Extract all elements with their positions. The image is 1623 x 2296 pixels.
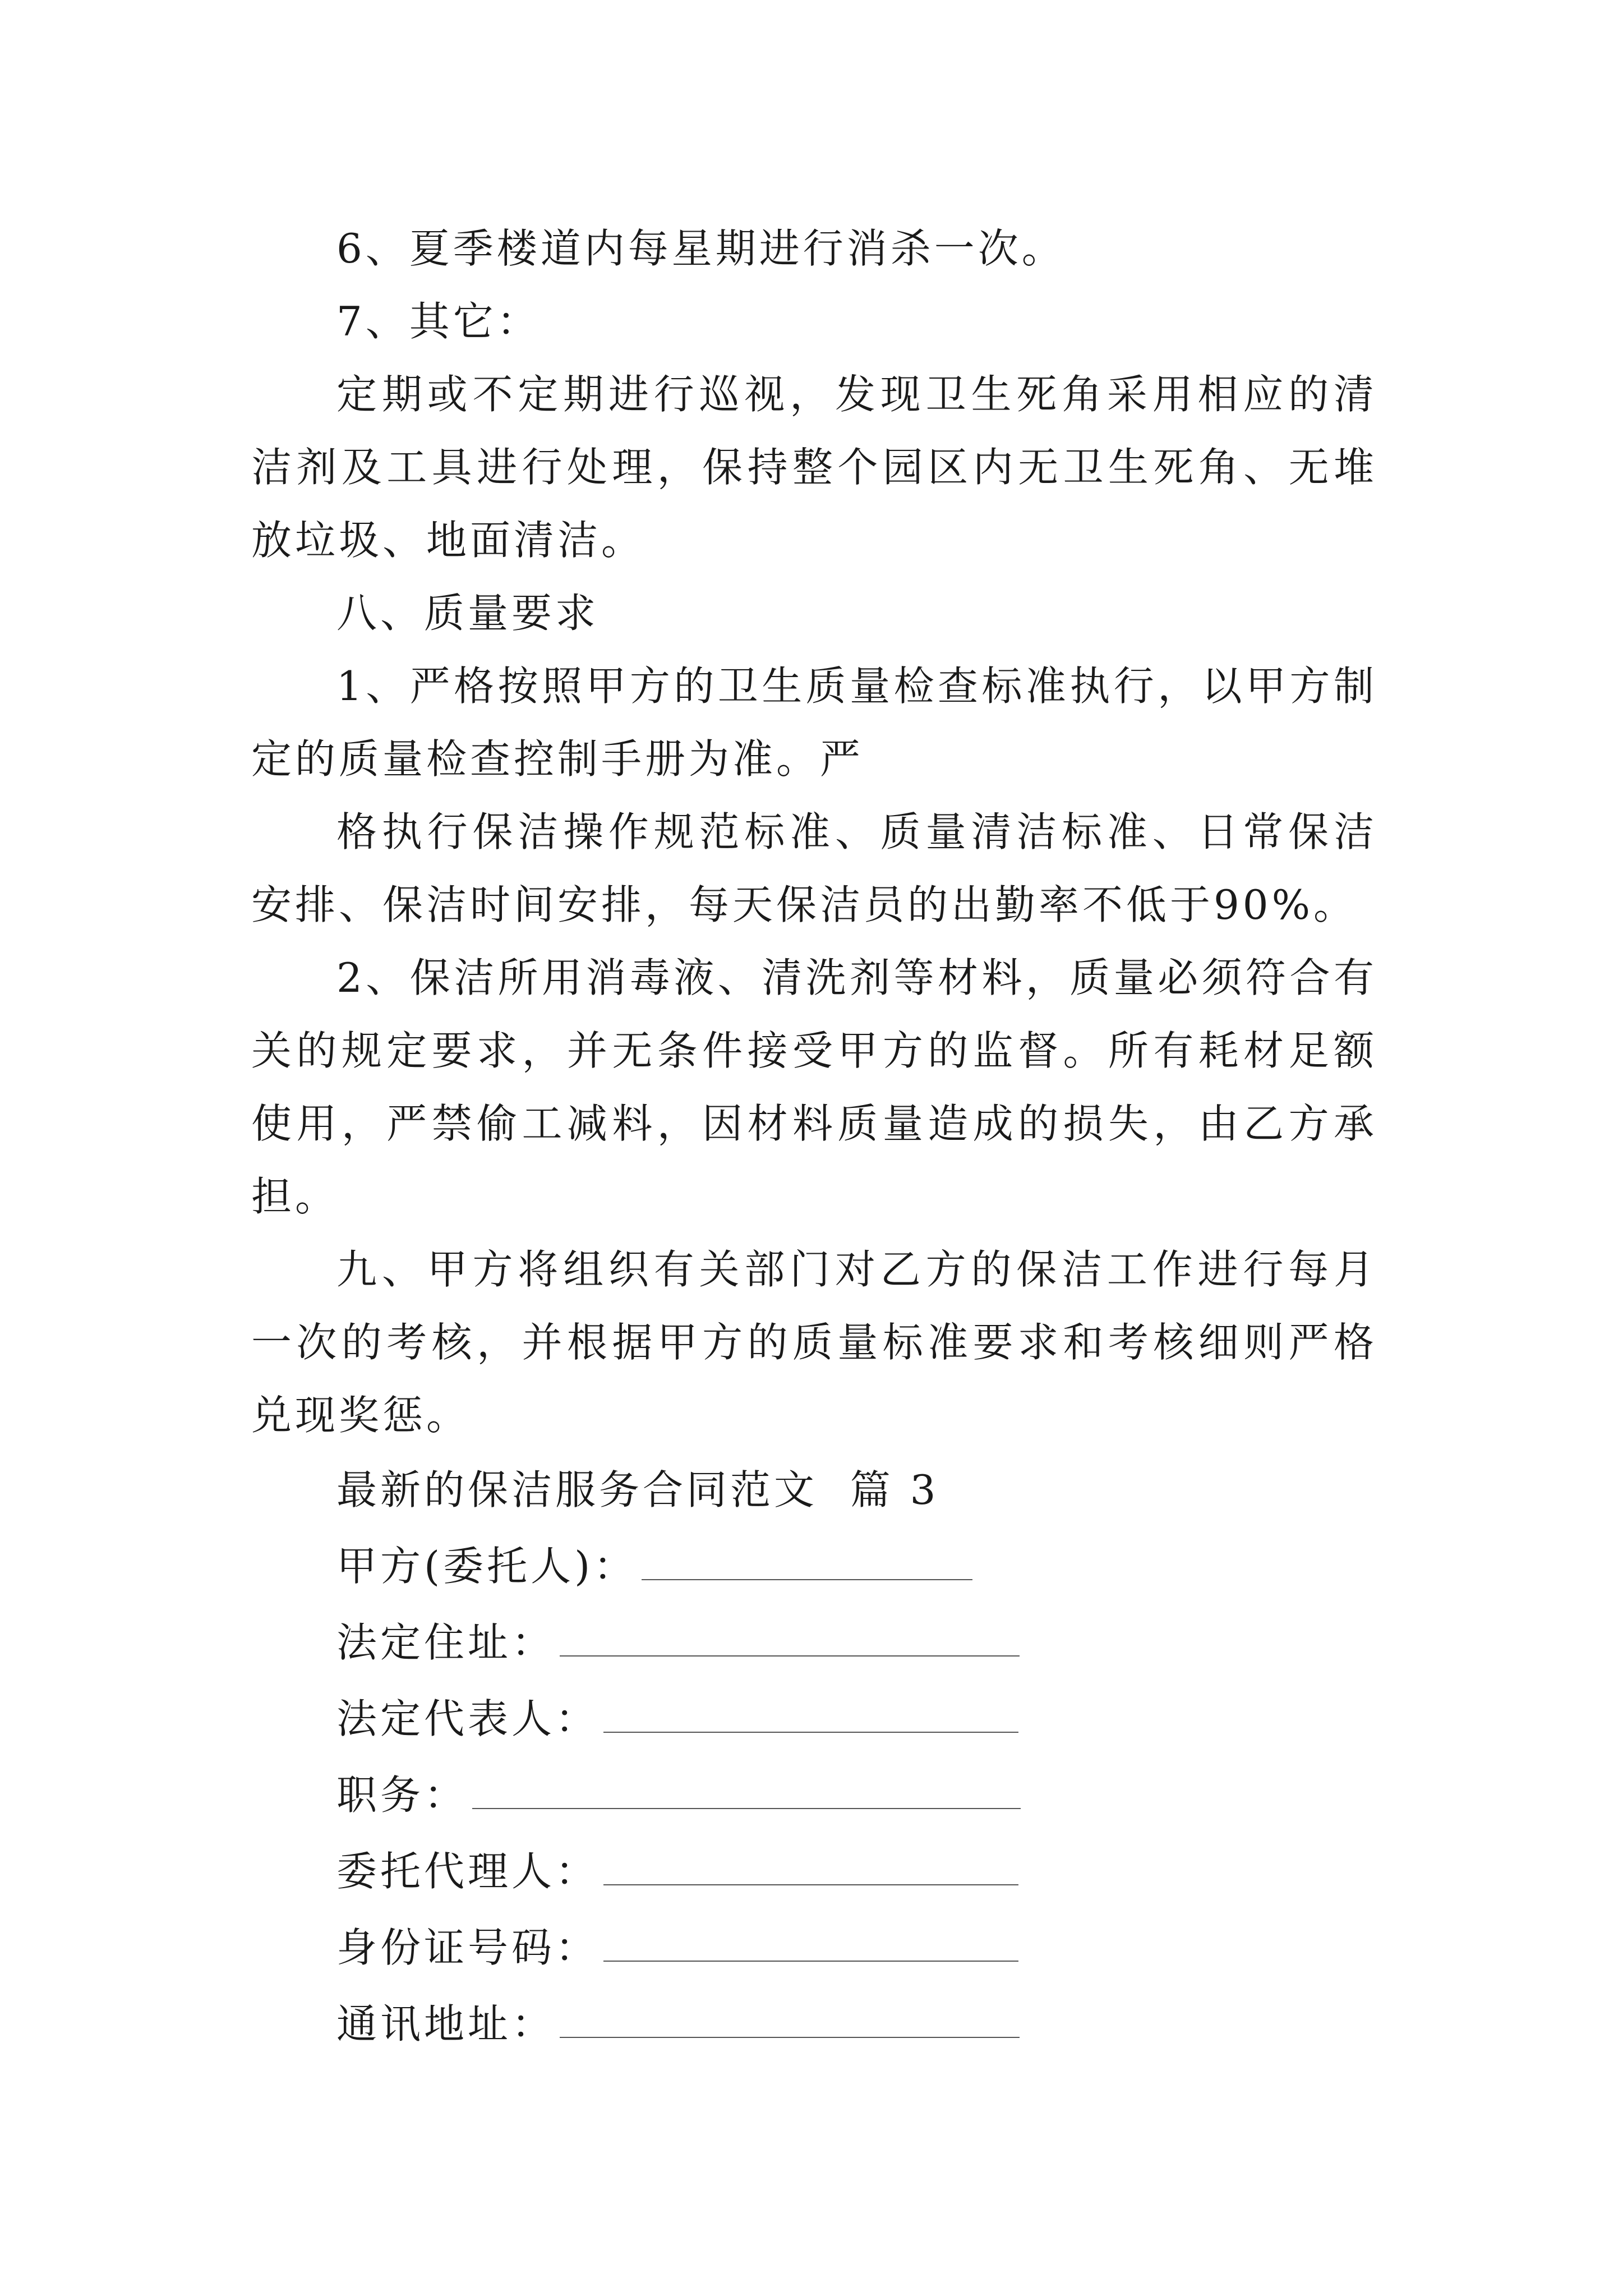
paragraph-item-6: 6、夏季楼道内每星期进行消杀一次。 [336,225,1066,272]
fill-in-blank [472,1791,1021,1809]
field-label: 通讯地址： [336,2000,556,2047]
field-mailing-address [251,1986,1377,2062]
field-legal-address [251,1604,1377,1681]
fill-in-blank [603,1944,1018,1962]
field-label: 法定代表人： [336,1695,600,1742]
field-position [251,1757,1377,1833]
section-title: 最新的保洁服务合同范文 篇 3 [336,1466,939,1513]
paragraph-assessment: 九、甲方将组织有关部门对乙方的保洁工作进行每月一次的考核，并根据甲方的质量标准要求和考核细则严格兑现奖惩。 [251,1246,1377,1439]
field-legal-representative [251,1681,1377,1757]
paragraph-quality-1: 1、严格按照甲方的卫生质量检查标准执行，以甲方制定的质量检查控制手册为准。严 [251,662,1377,783]
field-label: 甲方(委托人)： [336,1543,638,1590]
field-authorized-agent [251,1833,1377,1910]
heading-quality-requirements: 八、质量要求 [336,590,600,637]
paragraph-quality-2: 2、保洁所用消毒液、清洗剂等材料，质量必须符合有关的规定要求，并无条件接受甲方的监督。所有耗材足额使用，严禁偷工减料，因材料质量造成的损失，由乙方承担。 [251,954,1377,1220]
paragraph-item-7: 7、其它： [336,298,541,345]
field-label: 法定住址： [336,1619,556,1666]
field-label: 职务： [336,1772,468,1819]
fill-in-blank [560,1639,1020,1657]
fill-in-blank [603,1867,1018,1885]
field-label: 委托代理人： [336,1848,600,1895]
fill-in-blank [642,1562,972,1580]
document-body [251,212,1377,2062]
field-party-a [251,1528,1377,1604]
field-label: 身份证号码： [336,1924,600,1971]
field-id-number [251,1910,1377,1986]
paragraph-quality-1-continued: 格执行保洁操作规范标准、质量清洁标准、日常保洁安排、保洁时间安排，每天保洁员的出勤率不低于90%。 [251,808,1377,928]
fill-in-blank [560,2020,1020,2038]
fill-in-blank [603,1715,1018,1733]
paragraph-inspection: 定期或不定期进行巡视，发现卫生死角采用相应的清洁剂及工具进行处理，保持整个园区内无卫生死角、无堆放垃圾、地面清洁。 [251,371,1377,564]
